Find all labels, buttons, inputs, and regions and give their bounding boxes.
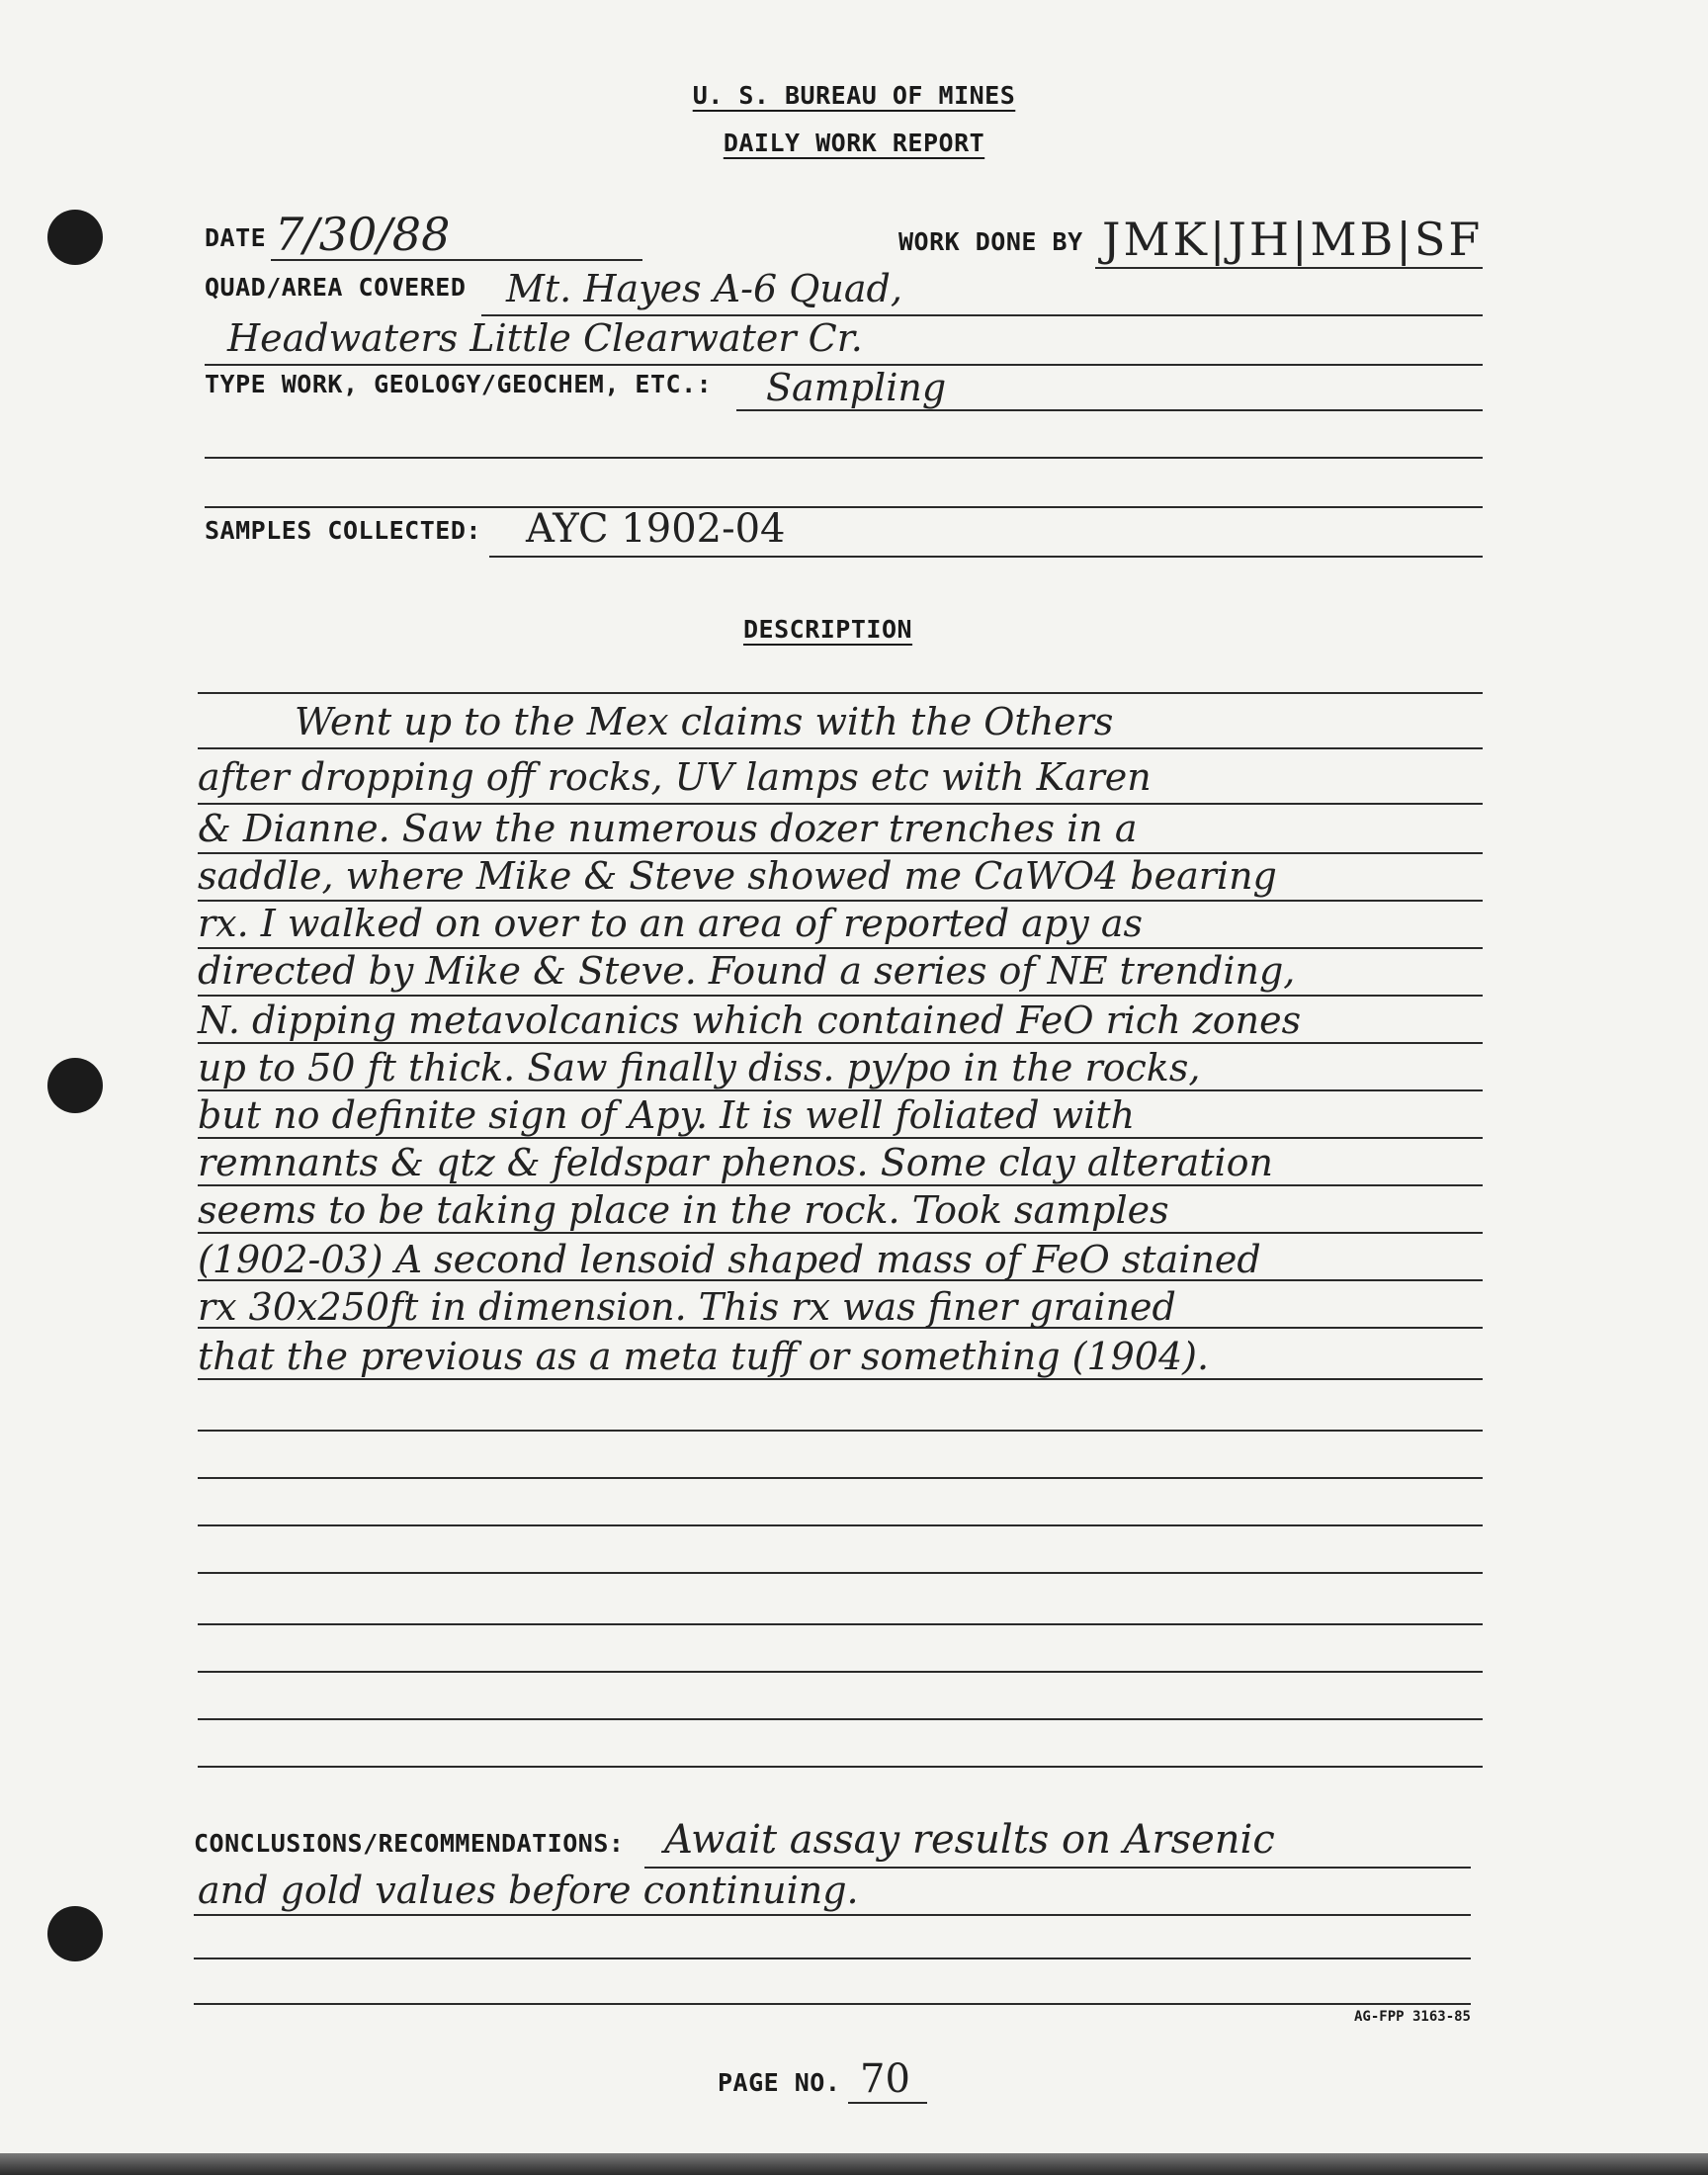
conclusions-line1: Await assay results on Arsenic [664,1817,1275,1863]
page-number-label: PAGE NO. [718,2068,841,2097]
quad-value-line2: Headwaters Little Clearwater Cr. [227,316,863,360]
date-value: 7/30/88 [275,208,451,261]
description-line: remnants & qtz & feldspar phenos. Some clay alteration [198,1141,1274,1184]
samples-value: AYC 1902-04 [526,506,786,552]
type-work-value: Sampling [766,366,947,409]
conclusions-label: CONCLUSIONS/RECOMMENDATIONS: [194,1829,625,1858]
samples-rule-1 [489,556,1483,558]
description-heading [743,615,912,644]
type-work-rule-3 [205,506,1483,508]
desc-rule [198,1572,1483,1574]
quad-value-line1: Mt. Hayes A-6 Quad, [506,267,902,310]
conclusions-rule-3 [194,1958,1471,1959]
description-line: that the previous as a meta tuff or something (1904). [198,1335,1210,1378]
page-bottom-edge [0,2153,1708,2175]
description-line: but no definite sign of Apy. It is well foliated with [198,1093,1136,1137]
desc-rule [198,1671,1483,1673]
description-line: directed by Mike & Steve. Found a series of NE trending, [198,949,1296,993]
desc-rule [198,1042,1483,1044]
description-line: up to 50 ft thick. Saw finally diss. py/po in the rocks, [198,1046,1201,1089]
type-work-rule-1 [736,409,1483,411]
agency-heading [0,81,1708,110]
desc-rule [198,747,1483,749]
description-line: & Dianne. Saw the numerous dozer trenches in a [198,807,1138,850]
type-work-label: TYPE WORK, GEOLOGY/GEOCHEM, ETC.: [205,370,713,398]
desc-rule [198,1524,1483,1526]
type-work-rule-2 [205,457,1483,459]
work-done-by-value: JMK|JH|MB|SF [1102,213,1484,266]
description-line: rx 30x250ft in dimension. This rx was finer grained [198,1285,1176,1329]
desc-rule [198,1232,1483,1234]
conclusions-rule-2 [194,1914,1471,1916]
work-done-by-rule [1095,267,1483,269]
desc-rule [198,995,1483,997]
desc-rule [198,803,1483,805]
desc-rule [198,1378,1483,1380]
conclusions-rule-4 [194,2003,1471,2005]
description-line: rx. I walked on over to an area of reported apy as [198,902,1143,945]
desc-rule [198,1477,1483,1479]
desc-rule [198,1137,1483,1139]
work-done-by-label: WORK DONE BY [898,227,1083,256]
report-title-text: DAILY WORK REPORT [723,129,985,157]
description-line: (1902-03) A second lensoid shaped mass of FeO stained [198,1238,1261,1281]
binder-hole-middle [47,1058,103,1113]
desc-rule [198,1089,1483,1091]
desc-rule [198,1766,1483,1768]
description-heading-text: DESCRIPTION [743,615,913,644]
form-code: AG-FPP 3163-85 [1353,2009,1471,2025]
description-line: after dropping off rocks, UV lamps etc with Karen [198,755,1152,799]
binder-hole-top [47,210,103,265]
desc-rule-top [198,692,1483,694]
date-rule [271,259,642,261]
page-number-rule [848,2102,927,2104]
description-line: saddle, where Mike & Steve showed me CaWO4 bearing [198,854,1277,898]
desc-rule [198,1184,1483,1186]
samples-label: SAMPLES COLLECTED: [205,516,481,545]
conclusions-line2: and gold values before continuing. [198,1869,859,1912]
quad-label: QUAD/AREA COVERED [205,273,467,302]
desc-rule [198,1718,1483,1720]
description-line: N. dipping metavolcanics which contained FeO rich zones [198,999,1302,1042]
description-line: Went up to the Mex claims with the Others [295,700,1114,743]
page-number-value: 70 [860,2056,910,2102]
desc-rule [198,1430,1483,1432]
binder-hole-bottom [47,1906,103,1961]
date-label: DATE [205,223,267,252]
desc-rule [198,1623,1483,1625]
agency-text: U. S. BUREAU OF MINES [692,81,1016,110]
report-title [0,129,1708,157]
description-line: seems to be taking place in the rock. Took samples [198,1188,1169,1232]
